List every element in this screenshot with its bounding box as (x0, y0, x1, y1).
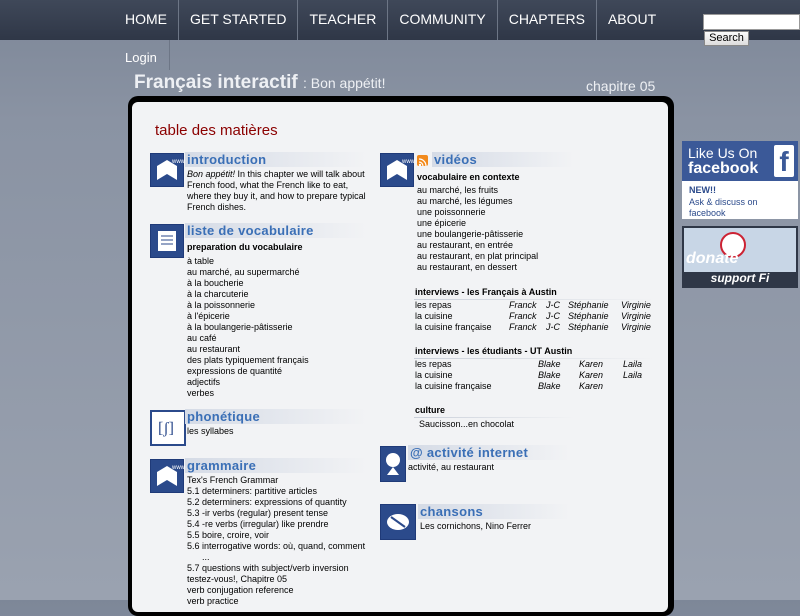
video-item[interactable]: une boulangerie-pâtisserie (417, 229, 524, 239)
site-title (134, 72, 385, 94)
grammar-label: boire, croire, voir (202, 530, 270, 540)
video-item[interactable]: au restaurant, en dessert (417, 262, 518, 272)
grammar-label: ... (202, 552, 210, 562)
introduction-body: In this chapter we will talk about French food, what the French like to eat, where they buy it, and how to prepare typical French dishes. (187, 169, 366, 212)
grammar-item (187, 552, 365, 563)
grammar-num: 5.3 (187, 508, 200, 518)
vocab-item[interactable]: à table (187, 256, 215, 266)
speaker-link[interactable]: Laila (623, 370, 643, 380)
grammar-label: questions with subject/verb inversion (202, 563, 349, 573)
section-introduction[interactable]: introduction (185, 152, 367, 167)
grammar-item[interactable] (187, 519, 365, 530)
speaker-link[interactable]: J-C (546, 300, 560, 310)
facebook-new: NEW!! (689, 185, 716, 195)
speaker-link[interactable]: Karen (579, 359, 604, 369)
videos-subhead[interactable]: vocabulaire en contexte (417, 172, 520, 182)
section-activite-internet[interactable]: @ activité internet (408, 445, 570, 460)
chansons-item[interactable]: Les cornichons, Nino Ferrer (420, 521, 532, 531)
facebook-icon: f (774, 145, 794, 177)
grammar-item[interactable] (187, 541, 365, 552)
speaker-link[interactable]: Virginie (621, 300, 651, 310)
speaker-link[interactable]: Blake (538, 359, 561, 369)
divider (414, 417, 574, 418)
speaker-link[interactable]: Karen (579, 370, 604, 380)
grammar-extra[interactable]: verb conjugation reference (187, 585, 294, 595)
nav-chapters[interactable]: CHAPTERS (498, 0, 597, 40)
table-row (415, 370, 655, 381)
vocab-item[interactable]: au marché, au supermarché (187, 267, 300, 277)
vocab-item[interactable]: à l'épicerie (187, 311, 230, 321)
vocab-item[interactable]: à la charcuterie (187, 289, 249, 299)
etudiants-row-label: la cuisine (415, 370, 453, 380)
grammar-num: 5.2 (187, 497, 200, 507)
vocab-item[interactable]: au café (187, 333, 217, 343)
speaker-link[interactable]: Blake (538, 381, 561, 391)
table-row (415, 300, 655, 311)
table-row (415, 322, 655, 333)
austin-title: interviews - les Français à Austin (415, 287, 557, 297)
nav-teacher[interactable]: TEACHER (298, 0, 388, 40)
etudiants-title: interviews - les étudiants - UT Austin (415, 346, 573, 356)
grammar-num: 5.1 (187, 486, 200, 496)
activite-item[interactable]: activité, au restaurant (408, 462, 495, 472)
grammar-item[interactable] (187, 497, 365, 508)
austin-row-label: la cuisine (415, 311, 453, 321)
etudiants-row-label: les repas (415, 359, 452, 369)
introduction-lead: Bon appétit! (187, 169, 236, 179)
culture-title: culture (415, 405, 446, 415)
nav-home[interactable]: HOME (114, 0, 179, 40)
songs-icon[interactable] (380, 504, 416, 540)
speaker-link[interactable]: Stéphanie (568, 322, 609, 332)
search-input[interactable] (703, 14, 800, 30)
video-item[interactable]: au restaurant, en plat principal (417, 251, 539, 261)
facebook-line1: Like Us On (688, 145, 758, 161)
chapter-label: chapitre 05 (586, 78, 656, 94)
grammar-item[interactable] (187, 508, 365, 519)
speaker-link[interactable]: Virginie (621, 311, 651, 321)
grammar-label: determiners: expressions of quantity (202, 497, 347, 507)
grammar-extra[interactable]: verb practice (187, 596, 239, 606)
vocab-item[interactable]: à la boucherie (187, 278, 244, 288)
table-row (415, 381, 655, 392)
speaker-link[interactable]: Laila (623, 359, 643, 369)
vocab-item[interactable]: à la poissonnerie (187, 300, 256, 310)
grammar-list (187, 486, 365, 607)
culture-item[interactable]: Saucisson...en chocolat (419, 419, 515, 429)
video-item[interactable]: au marché, les fruits (417, 185, 499, 195)
video-item[interactable]: une poissonnerie (417, 207, 486, 217)
vocab-item[interactable]: à la boulangerie-pâtisserie (187, 322, 293, 332)
grammar-item[interactable] (187, 486, 365, 497)
phonetics-icon[interactable] (150, 410, 186, 446)
vocab-item[interactable]: des plats typiquement français (187, 355, 309, 365)
table-row (415, 311, 655, 322)
speaker-link[interactable]: Virginie (621, 322, 651, 332)
main-nav (114, 0, 667, 40)
grammar-item[interactable] (187, 530, 365, 541)
austin-table (415, 300, 655, 333)
site-subtitle: : Bon appétit! (302, 75, 386, 91)
site-title-text: Français interactif (134, 72, 298, 93)
austin-row-label: les repas (415, 300, 452, 310)
section-videos[interactable]: vidéos (432, 152, 574, 167)
videos-list (417, 185, 538, 273)
introduction-text (187, 169, 369, 213)
book-www-icon[interactable] (150, 153, 184, 187)
nav-community[interactable]: COMMUNITY (388, 0, 497, 40)
svg-text:[ʃ]: [ʃ] (158, 420, 174, 437)
section-phonetique[interactable]: phonétique (185, 409, 367, 424)
grammar-lead[interactable]: Tex's French Grammar (187, 475, 279, 485)
search-button[interactable]: Search (704, 31, 749, 46)
grammar-www-icon[interactable] (150, 459, 184, 493)
speaker-link[interactable]: Stéphanie (568, 311, 609, 321)
video-www-icon[interactable] (380, 153, 414, 187)
speaker-link[interactable]: J-C (546, 311, 560, 321)
toc-title: table des matières (155, 122, 278, 139)
video-item[interactable]: une épicerie (417, 218, 467, 228)
grammar-label: interrogative words: où, quand, comment (202, 541, 366, 551)
grammar-item[interactable] (187, 563, 365, 574)
nav-login[interactable]: Login (125, 50, 157, 65)
speaker-link[interactable]: J-C (546, 322, 560, 332)
rss-icon[interactable] (417, 155, 428, 166)
svg-text:www: www (172, 159, 185, 165)
grammar-num: 5.4 (187, 519, 200, 529)
vocab-item[interactable]: verbes (187, 388, 215, 398)
etudiants-table (415, 359, 655, 392)
facebook-banner[interactable] (682, 141, 798, 181)
speaker-link[interactable]: Stéphanie (568, 300, 609, 310)
vocab-item[interactable]: adjectifs (187, 377, 221, 387)
speaker-link[interactable]: Blake (538, 370, 561, 380)
section-vocabulaire[interactable]: liste de vocabulaire (185, 223, 367, 238)
vocab-item[interactable]: au restaurant (187, 344, 241, 354)
section-chansons[interactable]: chansons (418, 504, 570, 519)
vocab-item[interactable]: expressions de quantité (187, 366, 283, 376)
donate-support[interactable]: support Fi (710, 271, 770, 285)
section-grammaire[interactable]: grammaire (185, 458, 367, 473)
grammar-label: -ir verbs (regular) present tense (202, 508, 329, 518)
nav-get-started[interactable]: GET STARTED (179, 0, 298, 40)
svg-text:www: www (172, 465, 185, 471)
austin-row-label: la cuisine française (415, 322, 492, 332)
speaker-link[interactable]: Karen (579, 381, 604, 391)
phonetique-item[interactable]: les syllabes (187, 426, 234, 436)
nav-divider (169, 40, 170, 70)
speaker-link[interactable]: Franck (509, 322, 537, 332)
vocab-list (187, 256, 309, 399)
etudiants-row-label: la cuisine française (415, 381, 492, 391)
internet-activity-icon[interactable] (380, 446, 406, 482)
grammar-label: determiners: partitive articles (202, 486, 318, 496)
grammar-label: -re verbs (irregular) like prendre (202, 519, 329, 529)
grammar-extra[interactable]: testez-vous!, Chapitre 05 (187, 574, 288, 584)
donate-label: donate (686, 250, 739, 267)
nav-about[interactable]: ABOUT (607, 11, 657, 27)
video-item[interactable]: au marché, les légumes (417, 196, 513, 206)
table-row (415, 359, 655, 370)
grammar-num: 5.6 (187, 541, 200, 551)
vocabulary-icon[interactable] (150, 224, 184, 258)
speaker-link[interactable]: Franck (509, 300, 537, 310)
facebook-line2: facebook (688, 160, 759, 177)
grammar-num: 5.7 (187, 563, 200, 573)
svg-text:www: www (402, 159, 415, 165)
video-item[interactable]: au restaurant, en entrée (417, 240, 514, 250)
vocab-subhead[interactable]: preparation du vocabulaire (187, 242, 303, 252)
grammar-num: 5.5 (187, 530, 200, 540)
speaker-link[interactable]: Franck (509, 311, 537, 321)
facebook-ask-link[interactable]: Ask & discuss on facebook (689, 197, 758, 218)
